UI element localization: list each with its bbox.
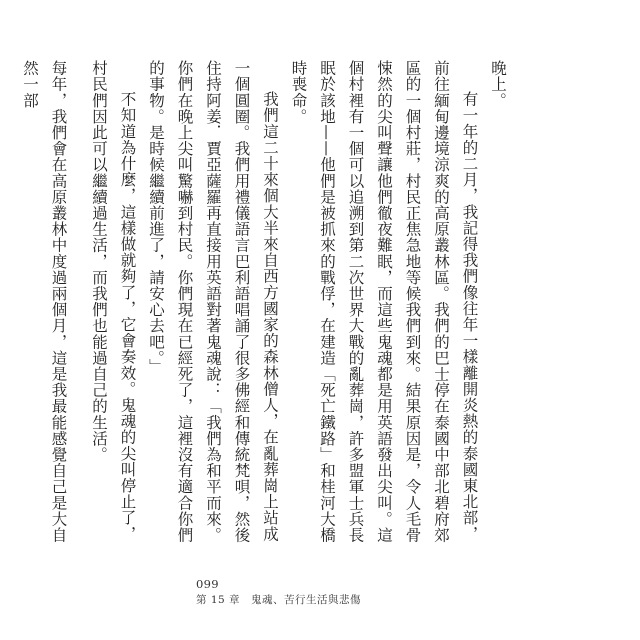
paragraph-it-worked: 不知道為什麼，這樣做就夠了，它會奏效。鬼魂的尖叫停止了，村民們因此可以繼續過生活，而我們也能過自己的生活。: [90, 60, 137, 542]
paragraph-ghost-village: 有一年的二月，我記得我們像往年一樣離開炎熱的泰國東北部，前往緬甸邊境涼爽的高原叢林區。我們的巴士停在泰國中部北碧府郊區的一個村莊，村民正焦急地等候我們到來。結果原因是，令人毛骨悚然的尖叫聲讓他們徹夜難眠，而這些鬼魂都是用英語發出尖叫。這個村裡有一個可以追溯到第二次世界大戰的亂葬崗，許多盟軍士兵長眠於該地——他們是被抓來的戰俘，在建造「死亡鐵路」和桂河大橋時喪命。: [289, 60, 479, 543]
page-footer: [196, 576, 361, 608]
chapter-running-title: 第 15 章 鬼魂、苦行生活與悲傷: [196, 594, 362, 606]
page-number: 099: [196, 577, 219, 591]
paragraph-monks-chanting: 我們這二十來個大半來自西方國家的森林僧人，在亂葬崗上站成一個圓圈。我們用禮儀語言巴利語唱誦了很多佛經和傳統梵唄，然後住持阿姜．賈亞薩羅再直接用英語對著鬼魂說：「我們為和平而來。你們在晚上尖叫驚嚇到村民。你們現在已經死了，這裡沒有適合你們的事物。是時候繼續前進了，請安心去吧。」: [147, 60, 279, 543]
paragraph-every-year: 每年，我們會在高原叢林中度過兩個月，這是我最能感覺自己是大自然一部: [21, 60, 68, 543]
vertical-text-body: [16, 60, 513, 550]
paragraph-evening: 晚上。: [489, 60, 507, 109]
